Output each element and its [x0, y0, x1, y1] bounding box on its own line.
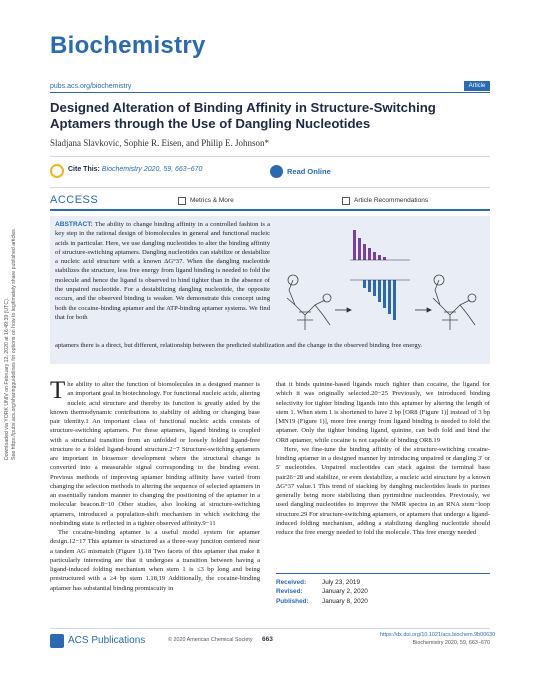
acs-publications-link[interactable]: ACS Publications — [68, 635, 146, 646]
article-recommendations-link[interactable]: Article Recommendations — [354, 197, 429, 204]
article-title: Designed Alteration of Binding Affinity in Structure-Switching Aptamers through the Use of Dangling Nucleotides — [50, 100, 436, 131]
cite-this-label: Cite This: — [68, 166, 100, 173]
bar-neg-2 — [368, 280, 371, 292]
published-date: January 8, 2020 — [322, 597, 368, 605]
copyright: © 2020 American Chemical Society — [168, 637, 253, 643]
body-column-2 — [276, 380, 490, 537]
author-list: Sladjana Slavkovic, Sophie R. Eisen, and Philip E. Johnson* — [50, 138, 269, 148]
header-divider — [50, 92, 490, 93]
cite-icon[interactable] — [50, 164, 64, 178]
access-label: ACCESS — [50, 194, 99, 206]
article-type-badge: Article — [464, 81, 490, 91]
footer-divider — [50, 628, 490, 629]
bar-pos-1 — [353, 230, 356, 260]
read-online-icon[interactable] — [270, 165, 283, 178]
binding-energy-bars — [350, 230, 410, 320]
bar-pos-4 — [368, 248, 371, 260]
dates-divider — [276, 573, 490, 574]
cite-this-link[interactable] — [68, 166, 202, 173]
para-3: that it binds quinine-based ligands much tighter than cocaine, the ligand for which it was originally selected.20−25 Previously, we introduced binding selectivity for tighter binding ligands into this aptamer by altering the length of stem 1. When stem 1 is shortened to have 2 bp [OR8 (Figure 1)] instead of 3 bp [MN19 (Figure 1)], more free energy from ligand binding is needed to fold the aptamer. Only the tighter binding ligand, quinine, can both fold and bind the OR8 aptamer, while cocaine is not capable of binding OR8.19 — [276, 381, 490, 444]
para-4: Here, we fine-tune the binding affinity of the structure-switching cocaine-binding aptamer in a designed manner by introducing unpaired or dangling 3′ or 5′ nucleotides. Unpaired nucleotides can stack against the terminal base pair26−28 and stabilize, or even destabilize, a nucleic acid structure by a known ΔG°37 value.1 This trend of stacking by dangling nucleotides leads to purines generally being more stabilizing than pyrimidine nucleotides. Previously, we used dangling nucleotides to improve the NMR spectra in an RNA stem−loop structure.29 For structure-switching aptamers, or aptamers that undergo a ligand-induced folding mechanism, adding a stabilizing dangling nucleotide should reduce the free energy needed to fold the molecule. This free energy needed — [276, 445, 490, 536]
arrows — [335, 308, 431, 312]
footer-citation: Biochemistry 2020, 59, 663−670 — [412, 639, 490, 646]
bar-pos-5 — [373, 252, 376, 260]
aptamer-structure-left — [287, 275, 331, 330]
acs-logo-icon[interactable] — [50, 634, 64, 648]
journal-logo[interactable]: Biochemistry — [50, 32, 206, 59]
bar-pos-6 — [378, 255, 381, 260]
bar-pos-3 — [363, 244, 366, 260]
drop-cap: T — [50, 377, 66, 404]
bar-neg-6 — [388, 280, 391, 314]
bar-neg-1 — [363, 280, 366, 288]
sidebar-line-2: See https://pubs.acs.org/sharingguidelines for options on how to legitimately share published articles. — [11, 227, 17, 460]
abstract-text — [55, 220, 270, 322]
bar-pos-7 — [383, 257, 386, 260]
download-sidebar — [4, 160, 26, 460]
page-number: 663 — [262, 636, 273, 643]
read-online-button[interactable]: Read Online — [287, 167, 331, 176]
published-label: Published: — [276, 597, 309, 605]
bar-pos-2 — [358, 238, 361, 260]
para-1: he ability to alter the function of biomolecules in a designed manner is an important goal in biotechnology. For functional nucleic acids, altering nucleic acid structure and thereby its function is greatly aided by the known thermodynamic contributions to stability of adding or changing base pair identity.1 An important class of functional nucleic acids consists of structure-switching aptamers. For these aptamers, ligand binding is coupled with a structural transition from an unfolded or loosely folded ligand-free structure to a folded ligand-bound structure.2−7 Structure-switching aptamers are important in biosensor development where the structural change is converted into a measurable signal corresponding to the binding event. Previous methods of improving aptamer binding affinity have varied from changing the selection methods to altering the sequence of selected aptamers in an essentially random manner to changing the positioning of the aptamer in a molecular beacon.8−10 Other studies, also looking at structure-switching aptamers, introduced a population-shift mechanism in which switching the nonbinding state is reflected in a tighter observed affinity.9−11 — [50, 381, 260, 527]
received-label: Received: — [276, 579, 307, 586]
access-divider — [50, 209, 490, 211]
bar-neg-5 — [383, 280, 386, 308]
publication-dates — [276, 578, 368, 606]
revised-label: Revised: — [276, 588, 303, 596]
aptamer-structure-right — [433, 275, 476, 330]
abstract-label: ABSTRACT: — [55, 221, 93, 228]
metrics-icon[interactable] — [178, 197, 186, 205]
journal-url-link[interactable]: pubs.acs.org/biochemistry — [50, 83, 132, 90]
bar-neg-3 — [373, 280, 376, 296]
toc-graphic — [275, 220, 485, 340]
abstract-tail: aptamers there is a direct, but different, relationship between the predicted stabilization and the change in the observed binding free energy. — [55, 342, 423, 349]
revised-date: January 2, 2020 — [322, 588, 368, 596]
para-2: The cocaine-binding aptamer is a useful model system for aptamer design.12−17 This aptamer is structured as a three-way junction centered near a tandem AG mismatch (Figure 1).18 Two facets of this aptamer that make it particularly interesting are that it undergoes a transition between having a ligand-induced folding mechanism when stem 1 is ≤3 bp long and being prestructured with a ≥4 bp stem 1.18,19 Additionally, the cocaine-binding aptamer has substantial binding promiscuity in — [50, 529, 260, 592]
bar-neg-7 — [393, 280, 396, 320]
received-date: July 23, 2019 — [322, 579, 361, 586]
sidebar-line-1: Downloaded via YORK UNIV on February 12, 2020 at 16:49:39 (UTC). — [4, 297, 10, 460]
recommendations-icon[interactable] — [342, 197, 350, 205]
doi-block — [380, 632, 496, 647]
bar-neg-4 — [378, 280, 381, 302]
cite-reference: Biochemistry 2020, 59, 663−670 — [101, 166, 203, 173]
abstract-body: The ability to change binding affinity in a controlled fashion is a key step in the rational design of biomolecules in general and functional nucleic acids in particular. Here, we use dangling nucleotides to alter the binding affinity of structure-switching aptamers. Dangling nucleotides can stabilize or destabilize a nucleic acid structure with a known ΔG°37. When the dangling nucleotide stabilizes the structure, less free energy from ligand binding is needed to fold the molecule and hence the ligand is observed to bind tighter than in the absence of the unpaired nucleotide. For a destabilizing dangling nucleotide, the opposite occurs, and the observed binding is weaker. We demonstrate this concept using both the cocaine-binding aptamer and the ATP-binding aptamer systems. We find that for both — [55, 221, 270, 321]
doi-link[interactable]: https://dx.doi.org/10.1021/acs.biochem.9b00630 — [380, 632, 496, 638]
metrics-more-link[interactable]: Metrics & More — [190, 197, 234, 204]
body-column-1 — [50, 377, 260, 593]
